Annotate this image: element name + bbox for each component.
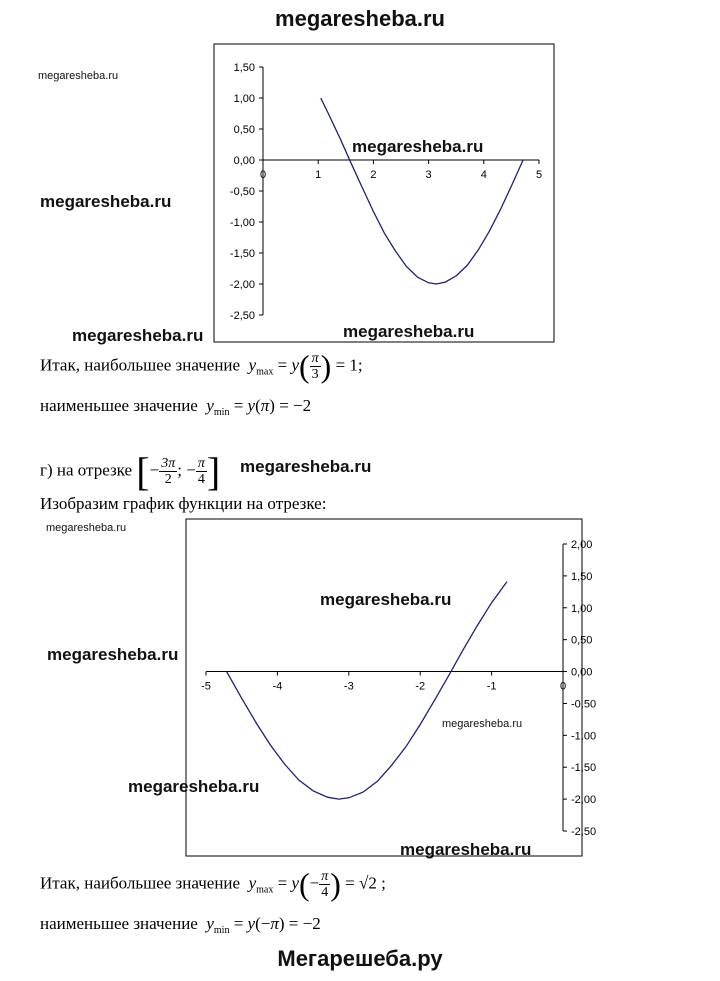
x-tick-label: -3: [343, 680, 354, 693]
site-watermark-bottom: Мегарешеба.ру: [277, 946, 443, 971]
min-line-1: наименьшее значение $y_{min} = y(\pi) = -2$: [40, 396, 312, 418]
x-tick-label: 1: [315, 169, 322, 181]
watermark: megaresheba.ru: [352, 137, 484, 156]
y-tick-label: -0,50: [229, 186, 255, 198]
part-g-line: г) на отрезке [− $\frac{3\pi}{2}$ ; − $\frac{\pi}{4}$ ]: [40, 449, 221, 494]
watermark: megaresheba.ru: [40, 192, 172, 211]
watermark: megaresheba.ru: [38, 70, 119, 82]
x-tick-label: -5: [201, 680, 211, 693]
draw-graph-text: Изобразим график функции на отрезке:: [40, 494, 327, 513]
y-tick-label: -1,00: [229, 217, 255, 229]
series-line: [227, 582, 507, 800]
y-tick-label: 2,00: [571, 539, 593, 551]
chart-frame: [186, 519, 582, 856]
x-tick-label: 5: [535, 169, 543, 181]
y-tick-label: 1,50: [571, 570, 593, 583]
max-line-2: Итак, наибольшее значение $y_{max} = y(-$ $\frac{\pi}{4}$ ) = √2 ;: [40, 866, 386, 902]
y-tick-label: 0,00: [571, 666, 593, 679]
max-prefix-2: Итак, наибольшее значение: [40, 873, 241, 893]
y-tick-label: -2,50: [229, 310, 255, 322]
max-prefix-1: Итак, наибольшее значение: [40, 355, 241, 375]
watermark: megaresheba.ru: [442, 718, 523, 730]
y-tick-label: -1,50: [229, 248, 255, 260]
y-tick-label: 0,50: [233, 124, 255, 136]
watermark: megaresheba.ru: [400, 840, 532, 859]
max-line-1: Итак, наибольшее значение $y_{max} = y$( $\frac{\pi}{3}$ ) = 1;: [40, 348, 363, 384]
watermark: megaresheba.ru: [128, 777, 260, 796]
part-g-label: г) на отрезке: [40, 460, 133, 480]
x-tick-label: 4: [480, 169, 487, 181]
watermark: megaresheba.ru: [240, 457, 372, 476]
x-tick-label: 3: [425, 169, 432, 181]
watermark: megaresheba.ru: [343, 322, 475, 341]
x-tick-label: 0: [559, 680, 567, 693]
y-tick-label: 1,50: [233, 62, 255, 74]
y-tick-label: 0,00: [233, 155, 255, 167]
y-tick-label: 0,50: [571, 634, 593, 647]
min-prefix-2: наименьшее значение: [40, 914, 198, 933]
y-tick-label: -2,00: [229, 279, 255, 291]
x-tick-label: -4: [272, 680, 283, 693]
y-tick-label: -1,00: [571, 730, 597, 743]
y-tick-label: -2,50: [571, 826, 597, 838]
x-tick-label: 2: [370, 169, 377, 181]
watermark: megaresheba.ru: [47, 645, 179, 664]
site-watermark-top: megaresheba.ru: [275, 6, 445, 31]
watermark: megaresheba.ru: [72, 326, 204, 345]
watermark: megaresheba.ru: [46, 522, 127, 534]
watermark: megaresheba.ru: [320, 590, 452, 609]
x-tick-label: -2: [415, 680, 426, 693]
min-prefix-1: наименьшее значение: [40, 396, 198, 415]
y-tick-label: -2,00: [571, 794, 597, 807]
min-line-2: наименьшее значение $y_{min} = y(-\pi) = -2$: [40, 914, 321, 936]
x-tick-label: -1: [486, 680, 497, 693]
y-tick-label: 1,00: [233, 93, 255, 105]
y-tick-label: -0,50: [571, 698, 597, 711]
y-tick-label: -1,50: [571, 762, 597, 775]
y-tick-label: 1,00: [571, 602, 593, 615]
x-tick-label: 0: [259, 169, 267, 181]
